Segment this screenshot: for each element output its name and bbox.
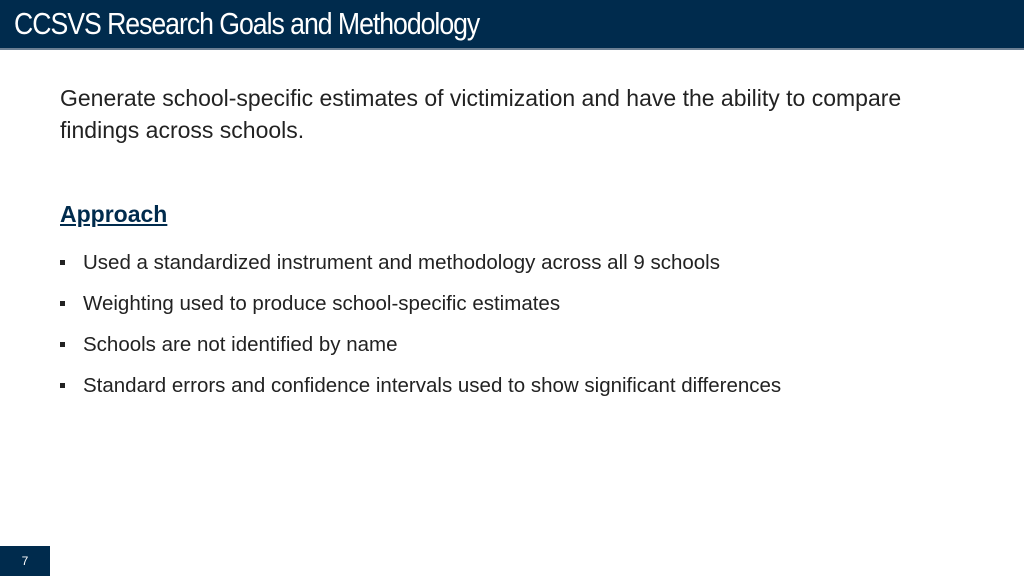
goal-statement: Generate school-specific estimates of victimization and have the ability to compare findings across schools. [60,85,902,143]
bullet-item [60,331,781,372]
square-bullet-icon [60,260,65,265]
title-bar [0,0,1024,50]
approach-heading: Approach [60,201,168,227]
bullet-item [60,249,781,290]
bullet-item [60,290,781,331]
approach-bullet-list [60,249,781,413]
page-number: 7 [21,554,29,568]
bullet-text: Schools are not identified by name [83,333,398,356]
page-number-box [0,546,50,576]
square-bullet-icon [60,301,65,306]
bullet-text: Used a standardized instrument and methodology across all 9 schools [83,251,720,274]
slide-title: CCSVS Research Goals and Methodology [14,6,480,41]
bullet-text: Standard errors and confidence intervals used to show significant differences [83,374,782,397]
bullet-item [60,372,781,413]
bullet-text: Weighting used to produce school-specific estimates [83,292,561,315]
square-bullet-icon [60,383,65,388]
square-bullet-icon [60,342,65,347]
